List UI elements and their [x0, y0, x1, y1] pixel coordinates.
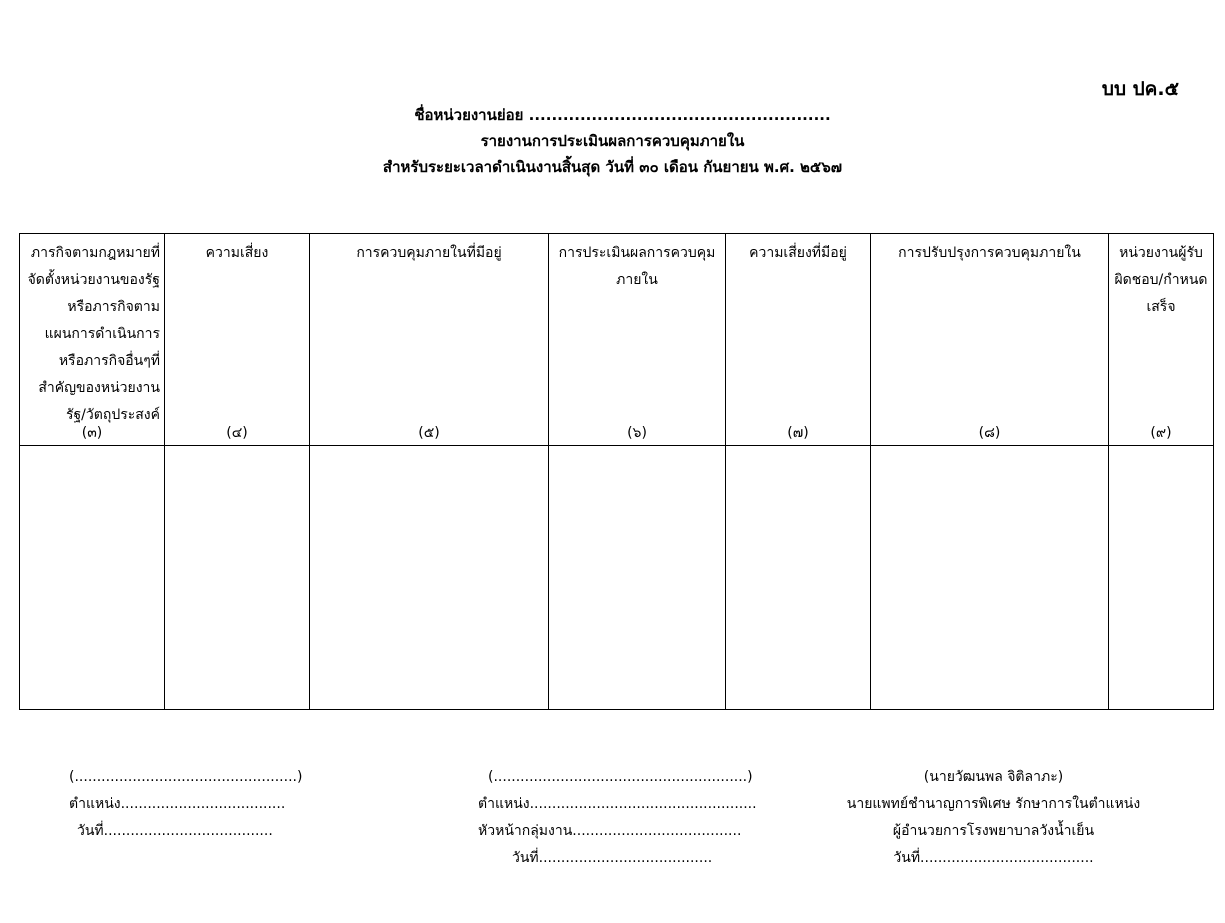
column-header-control-assessment: [549, 234, 726, 446]
column-header-mission: [20, 234, 165, 446]
column-header-control-improvement: [871, 234, 1109, 446]
table-cell: [1109, 446, 1214, 710]
column-header-number: (๖): [627, 425, 647, 441]
signature-block-right: [842, 764, 1145, 872]
column-header-label: การปรับปรุงการควบคุมภายใน: [898, 245, 1081, 261]
column-header-label: หน่วยงานผู้รับผิดชอบ/กำหนดเสร็จ: [1114, 245, 1208, 315]
signature-date-line: วันที่......................................: [77, 823, 273, 839]
signature-block-left: [69, 764, 302, 845]
column-header-number: (๔): [226, 425, 248, 441]
column-header-risk: [165, 234, 310, 446]
table-cell: [310, 446, 549, 710]
signature-position-line: นายแพทย์ชำนาญการพิเศษ รักษาการในตำแหน่ง: [846, 796, 1141, 812]
form-code: บบ ปค.๕: [1101, 78, 1179, 100]
column-header-label: ความเสี่ยง: [205, 245, 269, 261]
column-header-remaining-risk: [726, 234, 871, 446]
signature-position-line: ตำแหน่ง...................................................: [478, 796, 757, 812]
column-header-number: (๓): [81, 425, 103, 441]
table-row: [20, 446, 1214, 710]
column-header-label: ภารกิจตามกฎหมายที่จัดตั้งหน่วยงานของรัฐหรือภารกิจตามแผนการดำเนินการหรือภารกิจอื่นๆที่สำคัญของหน่วยงานรัฐ/วัตถุประสงค์: [27, 245, 160, 423]
signature-name-line: (..................................................): [69, 769, 303, 785]
column-header-number: (๗): [787, 425, 809, 441]
sub-agency-name-line: ชื่อหน่วยงานย่อย .....................................................: [414, 106, 831, 124]
assessment-table: [19, 233, 1214, 710]
table-cell: [165, 446, 310, 710]
signature-name-line: (.........................................................): [488, 769, 753, 785]
column-header-label: ความเสี่ยงที่มีอยู่: [749, 245, 847, 261]
column-header-label: การประเมินผลการควบคุมภายใน: [558, 245, 716, 288]
signature-name-line: (นายวัฒนพล จิติลาภะ): [923, 769, 1064, 785]
signature-position-line: ตำแหน่ง.....................................: [69, 796, 286, 812]
signature-date-line: วันที่.......................................: [893, 850, 1094, 866]
column-header-number: (๕): [418, 425, 440, 441]
table-cell: [549, 446, 726, 710]
signature-role-line: หัวหน้ากลุ่มงาน......................................: [478, 823, 742, 839]
table-cell: [20, 446, 165, 710]
column-header-number: (๙): [1150, 425, 1172, 441]
table-cell: [871, 446, 1109, 710]
column-header-number: (๘): [978, 425, 1001, 441]
table-cell: [726, 446, 871, 710]
column-header-existing-control: [310, 234, 549, 446]
report-title: รายงานการประเมินผลการควบคุมภายใน: [480, 132, 745, 150]
signature-date-line: วันที่.......................................: [512, 850, 713, 866]
column-header-responsible-unit: [1109, 234, 1214, 446]
column-header-label: การควบคุมภายในที่มีอยู่: [356, 245, 502, 261]
table-header-row: [20, 234, 1214, 446]
signature-block-middle: [478, 764, 757, 872]
report-header: [0, 102, 1225, 180]
report-period: สำหรับระยะเวลาดำเนินงานสิ้นสุด วันที่ ๓๐ เดือน กันยายน พ.ศ. ๒๕๖๗: [382, 158, 843, 176]
signature-role-line: ผู้อำนวยการโรงพยาบาลวังน้ำเย็น: [892, 823, 1095, 839]
